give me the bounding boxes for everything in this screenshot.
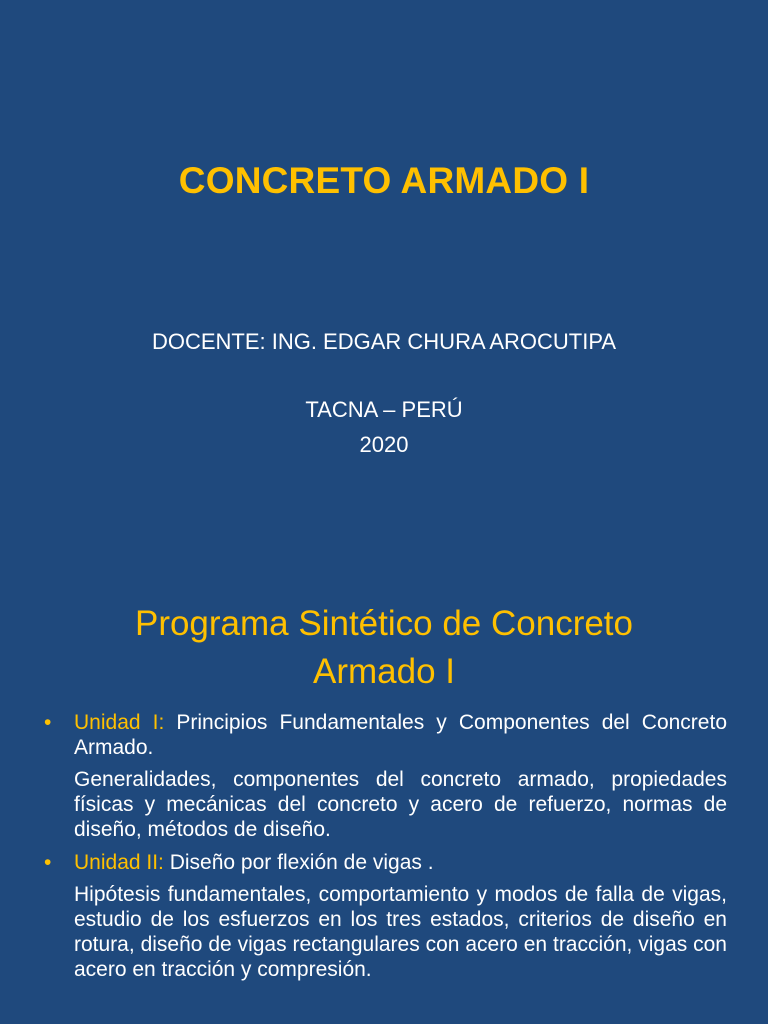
unit-description: Generalidades, componentes del concreto armado, propiedades físicas y mecánicas del concreto y acero de refuerzo, normas de diseño, métodos de diseño. (74, 768, 727, 841)
bullet-icon: • (44, 711, 52, 734)
year-line: 2020 (359, 432, 409, 457)
unit-label: Unidad II: (74, 851, 164, 874)
unit-description: Hipótesis fundamentales, comportamiento y modos de falla de vigas, estudio de los esfuerzos en los tres estados, criterios de diseño en rotura, diseño de vigas rectangulares con acero en tracción, vigas con acero en tracción y compresión. (74, 883, 727, 981)
syllabus-title-line-2: Armado I (313, 652, 455, 691)
unit-item-2 (44, 850, 727, 982)
unit-label: Unidad I: (74, 711, 165, 734)
unit-list (44, 710, 727, 982)
syllabus-title-line-1: Programa Sintético de Concreto (134, 604, 634, 643)
unit-name: Principios Fundamentales y Componentes del Concreto Armado. (74, 711, 727, 759)
unit-name: Diseño por flexión de vigas . (163, 851, 434, 874)
teacher-line: DOCENTE: ING. EDGAR CHURA AROCUTIPA (151, 329, 617, 354)
unit-item-1 (44, 710, 727, 842)
bullet-icon: • (44, 851, 52, 874)
course-title: CONCRETO ARMADO I (178, 160, 590, 201)
syllabus-title (0, 600, 768, 696)
syllabus-slide (0, 576, 768, 1024)
unit-heading (74, 850, 727, 875)
location-line: TACNA – PERÚ (305, 397, 463, 422)
unit-heading (74, 710, 727, 760)
